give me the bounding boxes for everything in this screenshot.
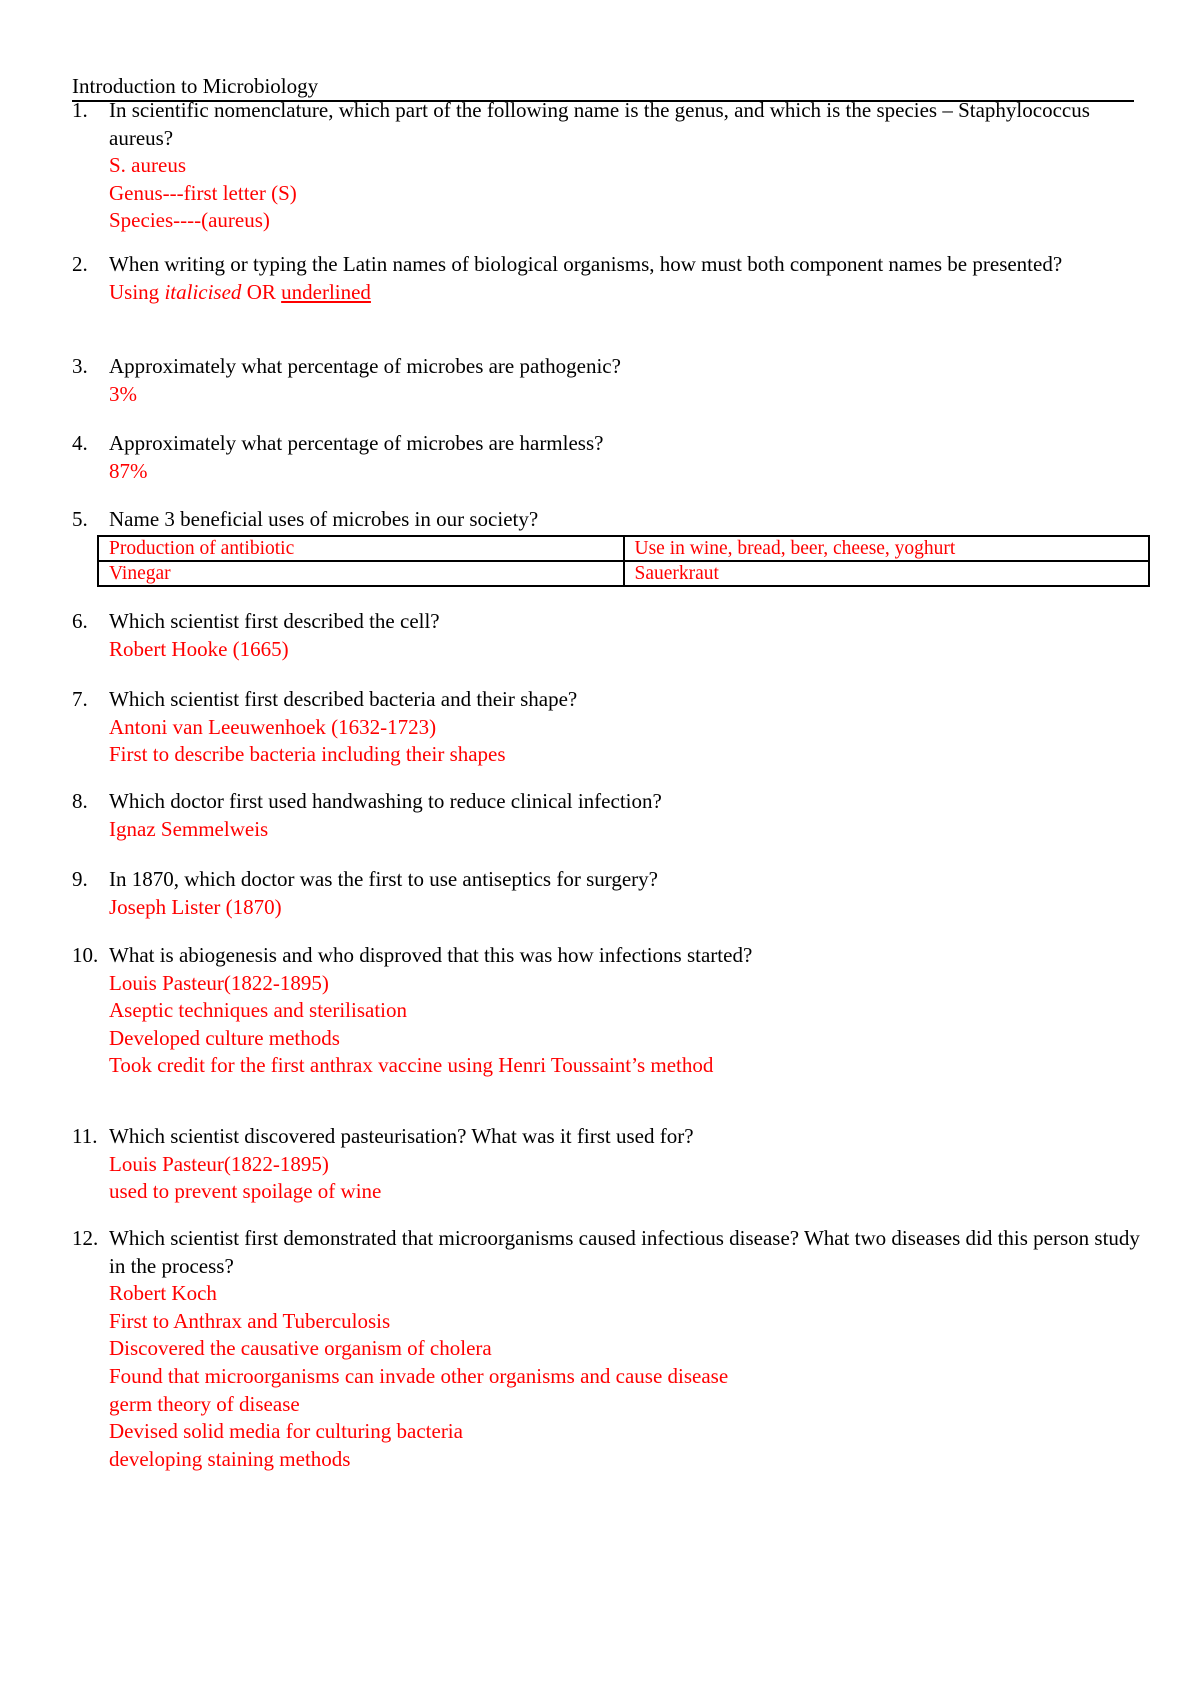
answer-line: First to Anthrax and Tuberculosis [109, 1308, 391, 1333]
question-text: Which scientist discovered pasteurisation? What was it first used for? [109, 1124, 694, 1148]
answer-line: First to describe bacteria including their shapes [109, 742, 506, 767]
answer-line: Devised solid media for culturing bacteria [109, 1419, 463, 1444]
question-text: In scientific nomenclature, which part of the following name is the genus, and which is the species – Staphylococcus aureus? [109, 98, 1090, 150]
question-text: Approximately what percentage of microbes are harmless? [109, 431, 604, 455]
answer-line: 3% [109, 381, 137, 406]
answer-line: used to prevent spoilage of wine [109, 1179, 382, 1204]
question-number: 10. [72, 943, 99, 967]
question-number: 11. [72, 1124, 98, 1148]
answer-underlined: underlined [281, 279, 371, 304]
question-text: Which scientist first described the cell? [109, 609, 440, 633]
question-number: 9. [72, 867, 88, 891]
answer-line: Genus---first letter (S) [109, 180, 297, 205]
question-text: Which doctor first used handwashing to reduce clinical infection? [109, 789, 662, 813]
answer-line: Ignaz Semmelweis [109, 816, 269, 841]
question-text: Name 3 beneficial uses of microbes in our society? [109, 507, 539, 531]
answer-line: Species----(aureus) [109, 208, 270, 233]
question-10 [72, 942, 1142, 1080]
question-text: Which scientist first demonstrated that microorganisms caused infectious disease? What two diseases did this person study in the process? [109, 1226, 1140, 1278]
answer-line: Robert Koch [109, 1281, 217, 1306]
beneficial-uses-table [97, 535, 1150, 587]
question-text: In 1870, which doctor was the first to use antiseptics for surgery? [109, 867, 658, 891]
answer-line: Developed culture methods [109, 1025, 340, 1050]
question-number: 12. [72, 1226, 99, 1250]
question-number: 1. [72, 98, 88, 122]
answer-line: Antoni van Leeuwenhoek (1632-1723) [109, 714, 437, 739]
answer-middle: OR [241, 279, 282, 304]
question-11 [72, 1123, 1142, 1206]
answer-prefix: Using [109, 279, 165, 304]
question-5 [72, 506, 1142, 587]
table-cell: Production of antibiotic [98, 536, 624, 561]
answer-line: Discovered the causative organism of cholera [109, 1336, 492, 1361]
table-cell: Vinegar [98, 561, 624, 586]
question-number: 4. [72, 431, 88, 455]
question-number: 2. [72, 252, 88, 276]
answer-italic: italicised [164, 279, 242, 304]
answer-line: 87% [109, 458, 148, 483]
answer-line: developing staining methods [109, 1446, 351, 1471]
question-number: 8. [72, 789, 88, 813]
answer-line: Robert Hooke (1665) [109, 636, 289, 661]
question-6 [72, 608, 1142, 663]
table-cell: Use in wine, bread, beer, cheese, yoghurt [624, 536, 1150, 561]
answer-line: S. aureus [109, 153, 186, 178]
document-title: Introduction to Microbiology [72, 74, 1134, 102]
question-text: Approximately what percentage of microbes are pathogenic? [109, 354, 621, 378]
question-9 [72, 866, 1142, 921]
question-number: 5. [72, 507, 88, 531]
answer-line: Louis Pasteur(1822-1895) [109, 1151, 329, 1176]
question-7 [72, 686, 1142, 769]
answer-line [109, 279, 1142, 307]
question-8 [72, 788, 1142, 843]
question-text: Which scientist first described bacteria and their shape? [109, 687, 578, 711]
question-text: What is abiogenesis and who disproved that this was how infections started? [109, 943, 753, 967]
question-4 [72, 430, 1142, 485]
answer-line: Louis Pasteur(1822-1895) [109, 970, 329, 995]
table-row [98, 561, 1149, 586]
answer-line: Took credit for the first anthrax vaccine using Henri Toussaint’s method [109, 1053, 714, 1078]
question-2 [72, 251, 1142, 306]
question-12 [72, 1225, 1142, 1473]
answer-line: germ theory of disease [109, 1391, 300, 1416]
question-3 [72, 353, 1142, 408]
question-text: When writing or typing the Latin names of biological organisms, how must both component names be presented? [109, 252, 1063, 276]
question-number: 7. [72, 687, 88, 711]
table-row [98, 536, 1149, 561]
question-1 [72, 97, 1142, 235]
question-number: 3. [72, 354, 88, 378]
table-cell: Sauerkraut [624, 561, 1150, 586]
answer-line: Joseph Lister (1870) [109, 894, 282, 919]
answer-line: Aseptic techniques and sterilisation [109, 998, 408, 1023]
answer-line: Found that microorganisms can invade other organisms and cause disease [109, 1363, 729, 1388]
question-number: 6. [72, 609, 88, 633]
